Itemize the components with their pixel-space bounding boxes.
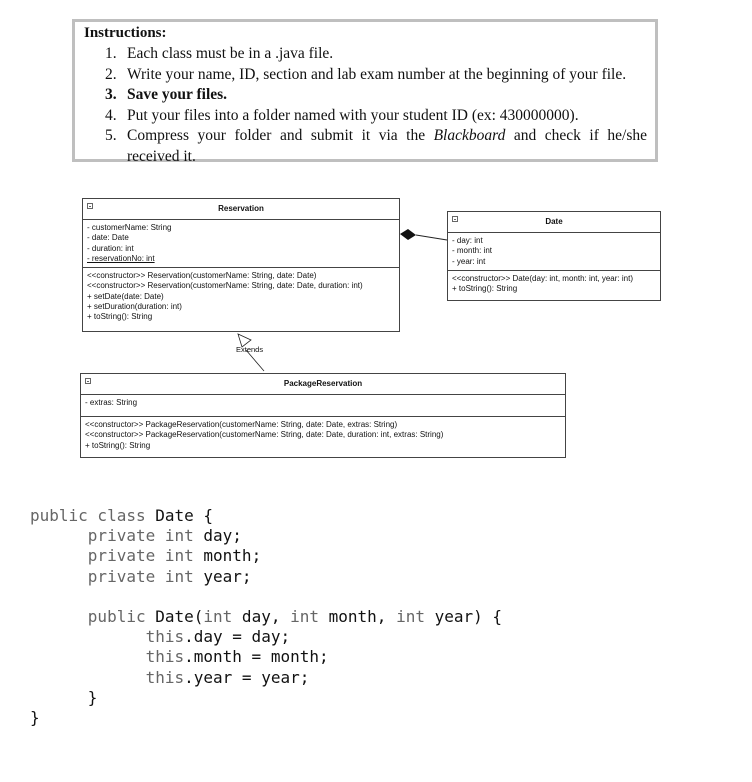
code-line	[30, 587, 40, 606]
item-number: 4.	[105, 106, 117, 124]
class-name: Date	[545, 217, 563, 226]
method: + toString(): String	[452, 284, 518, 294]
method: <<constructor>> Date(day: int, month: int, year: int)	[452, 274, 633, 283]
extends-label: Extends	[236, 345, 264, 354]
attributes-section	[81, 395, 565, 417]
item-number: 5.	[105, 127, 117, 144]
item-text-part: and check if he/she	[505, 127, 647, 144]
keyword: int	[290, 607, 319, 627]
item-number: 3.	[105, 86, 117, 103]
code-text: day;	[193, 526, 242, 546]
code-line	[30, 688, 97, 707]
method: + setDuration(duration: int)	[87, 301, 182, 311]
keyword: this	[145, 647, 185, 667]
code-line	[30, 567, 252, 586]
reservation-class	[82, 198, 400, 332]
methods-section	[448, 271, 660, 298]
methods-section	[81, 417, 565, 454]
item-text: Put your files into a folder named with your student ID (ex: 430000000).	[127, 106, 579, 124]
collapse-icon	[452, 216, 458, 222]
blackboard-text: Blackboard	[433, 127, 506, 144]
code-text: Date(	[145, 607, 204, 627]
keyword: private int	[87, 546, 194, 566]
item-text-part: Compress your folder and submit it via the	[127, 127, 434, 144]
attribute: - customerName: String	[87, 223, 172, 232]
item-text: Save your files.	[127, 86, 228, 103]
java-code-block	[30, 506, 502, 728]
method: <<constructor>> PackageReservation(customerName: String, date: Date, duration: int, extras: String)	[85, 430, 444, 440]
keyword: private int	[87, 526, 194, 546]
code-text: year;	[193, 566, 252, 586]
class-header	[448, 212, 660, 233]
keyword: public	[87, 607, 146, 627]
instructions-title: Instructions:	[84, 25, 167, 41]
method: <<constructor>> PackageReservation(customerName: String, date: Date, extras: String)	[85, 420, 398, 429]
class-name: Reservation	[218, 204, 264, 213]
attributes-section	[83, 220, 399, 268]
composition-diamond	[400, 229, 416, 240]
attribute: - extras: String	[85, 398, 138, 407]
item-text-continuation: received it.	[127, 147, 196, 165]
attribute: - duration: int	[87, 243, 134, 253]
attribute: - year: int	[452, 256, 486, 266]
code-text: .day = day;	[184, 627, 291, 647]
keyword: public class	[30, 506, 146, 525]
keyword: int	[396, 607, 425, 627]
item-number: 2.	[105, 65, 117, 83]
code-line	[30, 627, 290, 646]
code-text: }	[87, 687, 98, 707]
method: <<constructor>> Reservation(customerName: String, date: Date, duration: int)	[87, 281, 363, 291]
method: + toString(): String	[87, 312, 153, 322]
code-text: .year = year;	[184, 667, 310, 687]
keyword: this	[145, 667, 185, 687]
class-header	[83, 199, 399, 220]
method: <<constructor>> Reservation(customerName: String, date: Date)	[87, 271, 317, 280]
attribute: - date: Date	[87, 233, 129, 243]
code-text: day,	[232, 607, 291, 627]
keyword: private int	[87, 566, 194, 586]
code-text: .month = month;	[184, 647, 329, 667]
attribute: - month: int	[452, 246, 493, 256]
attribute: - reservationNo: int	[87, 253, 155, 263]
item-number: 1.	[105, 45, 117, 62]
class-name: PackageReservation	[283, 379, 363, 388]
code-text: }	[30, 708, 40, 728]
collapse-icon	[87, 203, 93, 209]
package-reservation-class	[80, 373, 566, 458]
code-line	[30, 647, 329, 666]
item-text: Write your name, ID, section and lab exam number at the beginning of your file.	[127, 65, 627, 83]
code-text: month;	[193, 546, 262, 566]
method: + setDate(date: Date)	[87, 291, 164, 301]
attribute: - day: int	[452, 236, 483, 245]
date-class	[447, 211, 661, 301]
class-header	[81, 374, 565, 395]
methods-section	[83, 268, 399, 325]
item-text: Each class must be in a .java file.	[127, 45, 334, 62]
code-line	[30, 506, 213, 525]
keyword: int	[203, 607, 233, 627]
code-line	[30, 607, 502, 626]
composition-line	[416, 235, 447, 240]
code-line	[30, 668, 309, 687]
collapse-icon	[85, 378, 91, 384]
code-line	[30, 546, 261, 565]
method: + toString(): String	[85, 440, 151, 450]
code-text: month,	[319, 607, 397, 627]
code-text: Date {	[145, 506, 214, 525]
code-line	[30, 708, 40, 727]
code-line	[30, 526, 242, 545]
attributes-section	[448, 233, 660, 271]
keyword: this	[145, 627, 185, 647]
code-text: year) {	[424, 607, 503, 627]
